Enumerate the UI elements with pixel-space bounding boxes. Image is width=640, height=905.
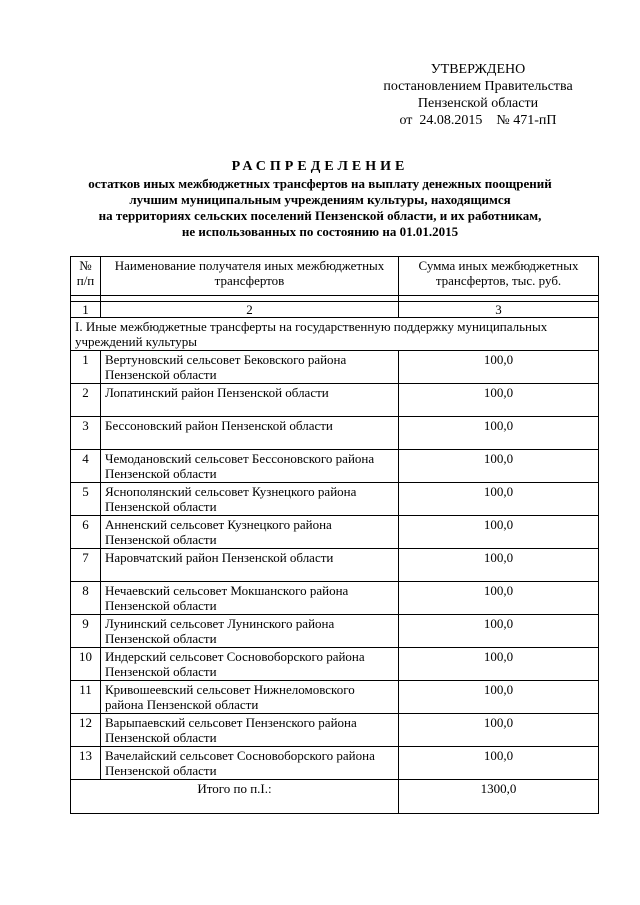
- row-number: 10: [71, 648, 101, 681]
- transfer-amount: 100,0: [399, 450, 599, 483]
- table-row: [71, 648, 599, 681]
- recipient-name: Нечаевский сельсовет Мокшанского района Пензенской области: [101, 582, 399, 615]
- row-number: 9: [71, 615, 101, 648]
- recipient-name: Анненский сельсовет Кузнецкого района Пензенской области: [101, 516, 399, 549]
- table-row: [71, 582, 599, 615]
- recipient-name: Лунинский сельсовет Лунинского района Пензенской области: [101, 615, 399, 648]
- column-index: 1: [71, 302, 101, 318]
- recipient-name: Вачелайский сельсовет Сосновоборского района Пензенской области: [101, 747, 399, 780]
- transfer-amount: 100,0: [399, 516, 599, 549]
- table-row: [71, 384, 599, 417]
- approval-date-prefix: от: [399, 113, 413, 128]
- title-line: не использованных по состоянию на 01.01.2015: [181, 224, 459, 239]
- recipient-name: Вертуновский сельсовет Бековского района Пензенской области: [101, 351, 399, 384]
- section-title: I. Иные межбюджетные трансферты на государственную поддержку муниципальных учреждений культуры: [71, 318, 599, 351]
- table-row: [71, 351, 599, 384]
- header-num: № п/п: [71, 257, 101, 296]
- recipient-name: Чемодановский сельсовет Бессоновского района Пензенской области: [101, 450, 399, 483]
- table-header-row: [71, 257, 599, 296]
- approval-number: № 471-пП: [496, 113, 557, 128]
- approval-date-line: [368, 112, 588, 129]
- row-number: 5: [71, 483, 101, 516]
- header-name: Наименование получателя иных межбюджетных трансфертов: [101, 257, 399, 296]
- table-row: [71, 681, 599, 714]
- document-heading: РАСПРЕДЕЛЕНИЕ: [231, 159, 409, 174]
- recipient-name: Лопатинский район Пензенской области: [101, 384, 399, 417]
- recipient-name: Индерский сельсовет Сосновоборского района Пензенской области: [101, 648, 399, 681]
- approval-stamp: [368, 61, 588, 129]
- transfer-amount: 100,0: [399, 747, 599, 780]
- title-line: на территориях сельских поселений Пензенской области, и их работникам,: [98, 208, 542, 223]
- header-sum: Сумма иных межбюджетных трансфертов, тыс. руб.: [399, 257, 599, 296]
- transfer-amount: 100,0: [399, 384, 599, 417]
- transfer-amount: 100,0: [399, 714, 599, 747]
- table-row: [71, 516, 599, 549]
- section-row: [71, 318, 599, 351]
- row-number: 3: [71, 417, 101, 450]
- transfer-amount: 100,0: [399, 417, 599, 450]
- transfer-amount: 100,0: [399, 483, 599, 516]
- transfer-amount: 100,0: [399, 351, 599, 384]
- row-number: 12: [71, 714, 101, 747]
- approval-title: УТВЕРЖДЕНО: [430, 62, 526, 77]
- row-number: 13: [71, 747, 101, 780]
- column-index-row: [71, 302, 599, 318]
- total-value: 1300,0: [399, 780, 599, 814]
- distribution-table: [70, 256, 599, 814]
- approval-authority: постановлением Правительства: [383, 79, 573, 94]
- recipient-name: Бессоновский район Пензенской области: [101, 417, 399, 450]
- table-row: [71, 549, 599, 582]
- table-row: [71, 747, 599, 780]
- transfer-amount: 100,0: [399, 549, 599, 582]
- table-row: [71, 450, 599, 483]
- approval-date: 24.08.2015: [419, 113, 483, 128]
- column-index: 3: [399, 302, 599, 318]
- recipient-name: Наровчатский район Пензенской области: [101, 549, 399, 582]
- table-row: [71, 714, 599, 747]
- table-row: [71, 615, 599, 648]
- row-number: 11: [71, 681, 101, 714]
- total-label: Итого по п.I.:: [71, 780, 399, 814]
- recipient-name: Варыпаевский сельсовет Пензенского района Пензенской области: [101, 714, 399, 747]
- row-number: 1: [71, 351, 101, 384]
- approval-region: Пензенской области: [417, 96, 539, 111]
- transfer-amount: 100,0: [399, 681, 599, 714]
- table-row: [71, 417, 599, 450]
- total-row: [71, 780, 599, 814]
- row-number: 8: [71, 582, 101, 615]
- transfer-amount: 100,0: [399, 615, 599, 648]
- transfer-amount: 100,0: [399, 648, 599, 681]
- title-line: остатков иных межбюджетных трансфертов на выплату денежных поощрений: [88, 176, 552, 191]
- column-index: 2: [101, 302, 399, 318]
- row-number: 2: [71, 384, 101, 417]
- row-number: 7: [71, 549, 101, 582]
- row-number: 4: [71, 450, 101, 483]
- table-row: [71, 483, 599, 516]
- title-line: лучшим муниципальным учреждениям культуры, находящимся: [129, 192, 511, 207]
- transfer-amount: 100,0: [399, 582, 599, 615]
- row-number: 6: [71, 516, 101, 549]
- document-title: [40, 158, 600, 240]
- recipient-name: Кривошеевский сельсовет Нижнеломовского района Пензенской области: [101, 681, 399, 714]
- recipient-name: Яснополянский сельсовет Кузнецкого района Пензенской области: [101, 483, 399, 516]
